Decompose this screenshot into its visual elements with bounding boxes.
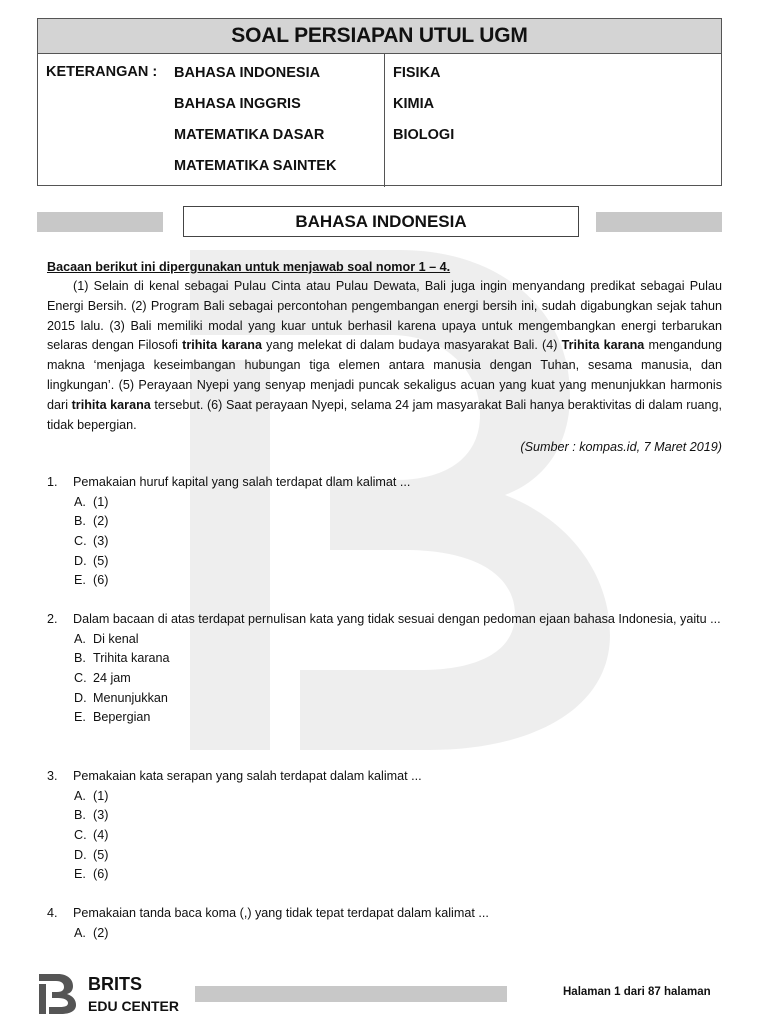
- passage-source: (Sumber : kompas.id, 7 Maret 2019): [520, 440, 722, 455]
- option-item[interactable]: [47, 649, 722, 669]
- question-3: [47, 767, 722, 885]
- header-table: [37, 18, 722, 186]
- passage-term: trihita karana: [182, 338, 262, 353]
- option-list: [47, 493, 722, 592]
- subject-item: BIOLOGI: [393, 127, 455, 143]
- option-text: (1): [93, 788, 109, 803]
- option-item[interactable]: [47, 806, 722, 826]
- question-1: [47, 473, 722, 591]
- option-item[interactable]: [47, 826, 722, 846]
- option-text: Di kenal: [93, 631, 139, 646]
- passage-segment: yang melekat di dalam budaya masyarakat Bali. (4): [261, 338, 562, 353]
- option-letter: E.: [74, 710, 86, 725]
- question-number: 3.: [47, 769, 58, 783]
- passage-term: Trihita karana: [561, 338, 645, 353]
- option-text: Trihita karana: [93, 651, 170, 666]
- option-item[interactable]: [47, 865, 722, 885]
- option-text: (3): [93, 534, 109, 548]
- option-item[interactable]: [47, 846, 722, 866]
- section-bar-right: [596, 212, 722, 232]
- option-text: (6): [93, 867, 109, 882]
- option-text: (1): [93, 494, 109, 509]
- option-letter: B.: [74, 808, 86, 823]
- reading-passage: [47, 258, 722, 457]
- option-letter: E.: [74, 573, 86, 588]
- subjects-right-list: [393, 64, 454, 157]
- option-text: Menunjukkan: [93, 690, 168, 705]
- question-text: Pemakaian kata serapan yang salah terdapat dalam kalimat ...: [73, 769, 422, 783]
- brits-logo-icon: [36, 972, 78, 1014]
- footer-brand: BRITS: [88, 974, 142, 994]
- subject-item: KIMIA: [393, 96, 435, 112]
- option-list: [47, 924, 722, 944]
- option-item[interactable]: [47, 669, 722, 689]
- question-stem: [47, 473, 722, 493]
- header-body: [38, 54, 721, 187]
- subject-item: MATEMATIKA DASAR: [174, 127, 325, 143]
- question-text: Pemakaian huruf kapital yang salah terdapat dlam kalimat ...: [73, 475, 411, 489]
- question-text: Pemakaian tanda baca koma (,) yang tidak tepat terdapat dalam kalimat ...: [73, 906, 489, 920]
- option-text: (5): [93, 847, 109, 862]
- subjects-left-list: [174, 64, 336, 188]
- page-number: Halaman 1 dari 87 halaman: [563, 986, 711, 998]
- passage-text: [47, 277, 722, 435]
- keterangan-label: KETERANGAN :: [46, 64, 158, 80]
- question-number: 2.: [47, 612, 58, 626]
- option-letter: C.: [74, 828, 87, 842]
- subject-item: BAHASA INDONESIA: [174, 65, 321, 81]
- option-item[interactable]: [47, 689, 722, 709]
- option-item[interactable]: [47, 552, 722, 572]
- option-item[interactable]: [47, 708, 722, 728]
- option-text: (2): [93, 514, 109, 529]
- footer-subtitle: EDU CENTER: [88, 998, 180, 1014]
- question-stem: [47, 904, 722, 924]
- reading-instruction: Bacaan berikut ini dipergunakan untuk menjawab soal nomor 1 – 4.: [47, 260, 451, 274]
- question-stem: [47, 610, 722, 630]
- option-letter: C.: [74, 671, 87, 685]
- option-list: [47, 630, 722, 729]
- passage-segment: mengandung makna ‘menjaga keseimbangan hubungan tiga elemen antara manusia dengan Tuhan, sesama manusia, dan lingkungan’. (5) Perayaan Nyepi yang senyap menjadi puncak sekaligus acuan yang kuat yang menunjukkan harmonis dari: [47, 338, 723, 412]
- option-text: (2): [93, 925, 109, 940]
- passage-term: trihita karana: [71, 397, 151, 412]
- option-letter: D.: [74, 690, 87, 705]
- option-letter: C.: [74, 534, 87, 548]
- option-item[interactable]: [47, 787, 722, 807]
- option-letter: A.: [74, 925, 86, 940]
- option-list: [47, 787, 722, 886]
- option-text: (6): [93, 573, 109, 588]
- option-item[interactable]: [47, 571, 722, 591]
- subject-item: FISIKA: [393, 65, 441, 81]
- option-item[interactable]: [47, 532, 722, 552]
- subject-item: MATEMATIKA SAINTEK: [174, 158, 337, 174]
- question-number: 4.: [47, 906, 58, 920]
- option-item[interactable]: [47, 512, 722, 532]
- option-item[interactable]: [47, 924, 722, 944]
- option-item[interactable]: [47, 493, 722, 513]
- option-text: (4): [93, 828, 109, 842]
- subject-item: BAHASA INGGRIS: [174, 96, 301, 112]
- option-letter: E.: [74, 867, 86, 882]
- option-text: (3): [93, 808, 109, 823]
- option-letter: D.: [74, 847, 87, 862]
- passage-segment: (1) Selain di kenal sebagai Pulau Cinta atau Pulau Dewata, Bali juga ingin menyandang predikat sebagai Pulau Energi Bersih. (2) Program Bali sebagai percontohan pengembangan energi bersih ini, sudah digabungkan sejak tahun 2015 lalu. (3) Bali memiliki modal yang kuar untuk berhasil karena upaya untuk mengembangkan energi terbarukan selaras dengan Filosofi: [47, 279, 722, 353]
- option-text: Bepergian: [93, 710, 151, 725]
- passage-segment: tersebut. (6) Saat perayaan Nyepi, selama 24 jam masyarakat Bali hanya beraktivitas di dalam ruang, tidak bepergian.: [47, 397, 722, 432]
- option-text: (5): [93, 553, 109, 568]
- footer-bar: [195, 986, 507, 1002]
- question-text: Dalam bacaan di atas terdapat pernulisan kata yang tidak sesuai dengan pedoman ejaan bahasa Indonesia, yaitu ...: [73, 612, 721, 626]
- option-letter: D.: [74, 553, 87, 568]
- question-number: 1.: [47, 475, 58, 489]
- option-letter: A.: [74, 788, 86, 803]
- option-letter: B.: [74, 514, 86, 529]
- question-2: [47, 610, 722, 728]
- option-item[interactable]: [47, 630, 722, 650]
- question-4: [47, 904, 722, 943]
- section-bar-left: [37, 212, 163, 232]
- option-letter: A.: [74, 631, 86, 646]
- option-letter: A.: [74, 494, 86, 509]
- header-divider: [384, 54, 385, 187]
- option-text: 24 jam: [93, 671, 131, 685]
- header-title: SOAL PERSIAPAN UTUL UGM: [38, 19, 721, 54]
- option-letter: B.: [74, 651, 86, 666]
- section-title: BAHASA INDONESIA: [183, 206, 579, 237]
- question-stem: [47, 767, 722, 787]
